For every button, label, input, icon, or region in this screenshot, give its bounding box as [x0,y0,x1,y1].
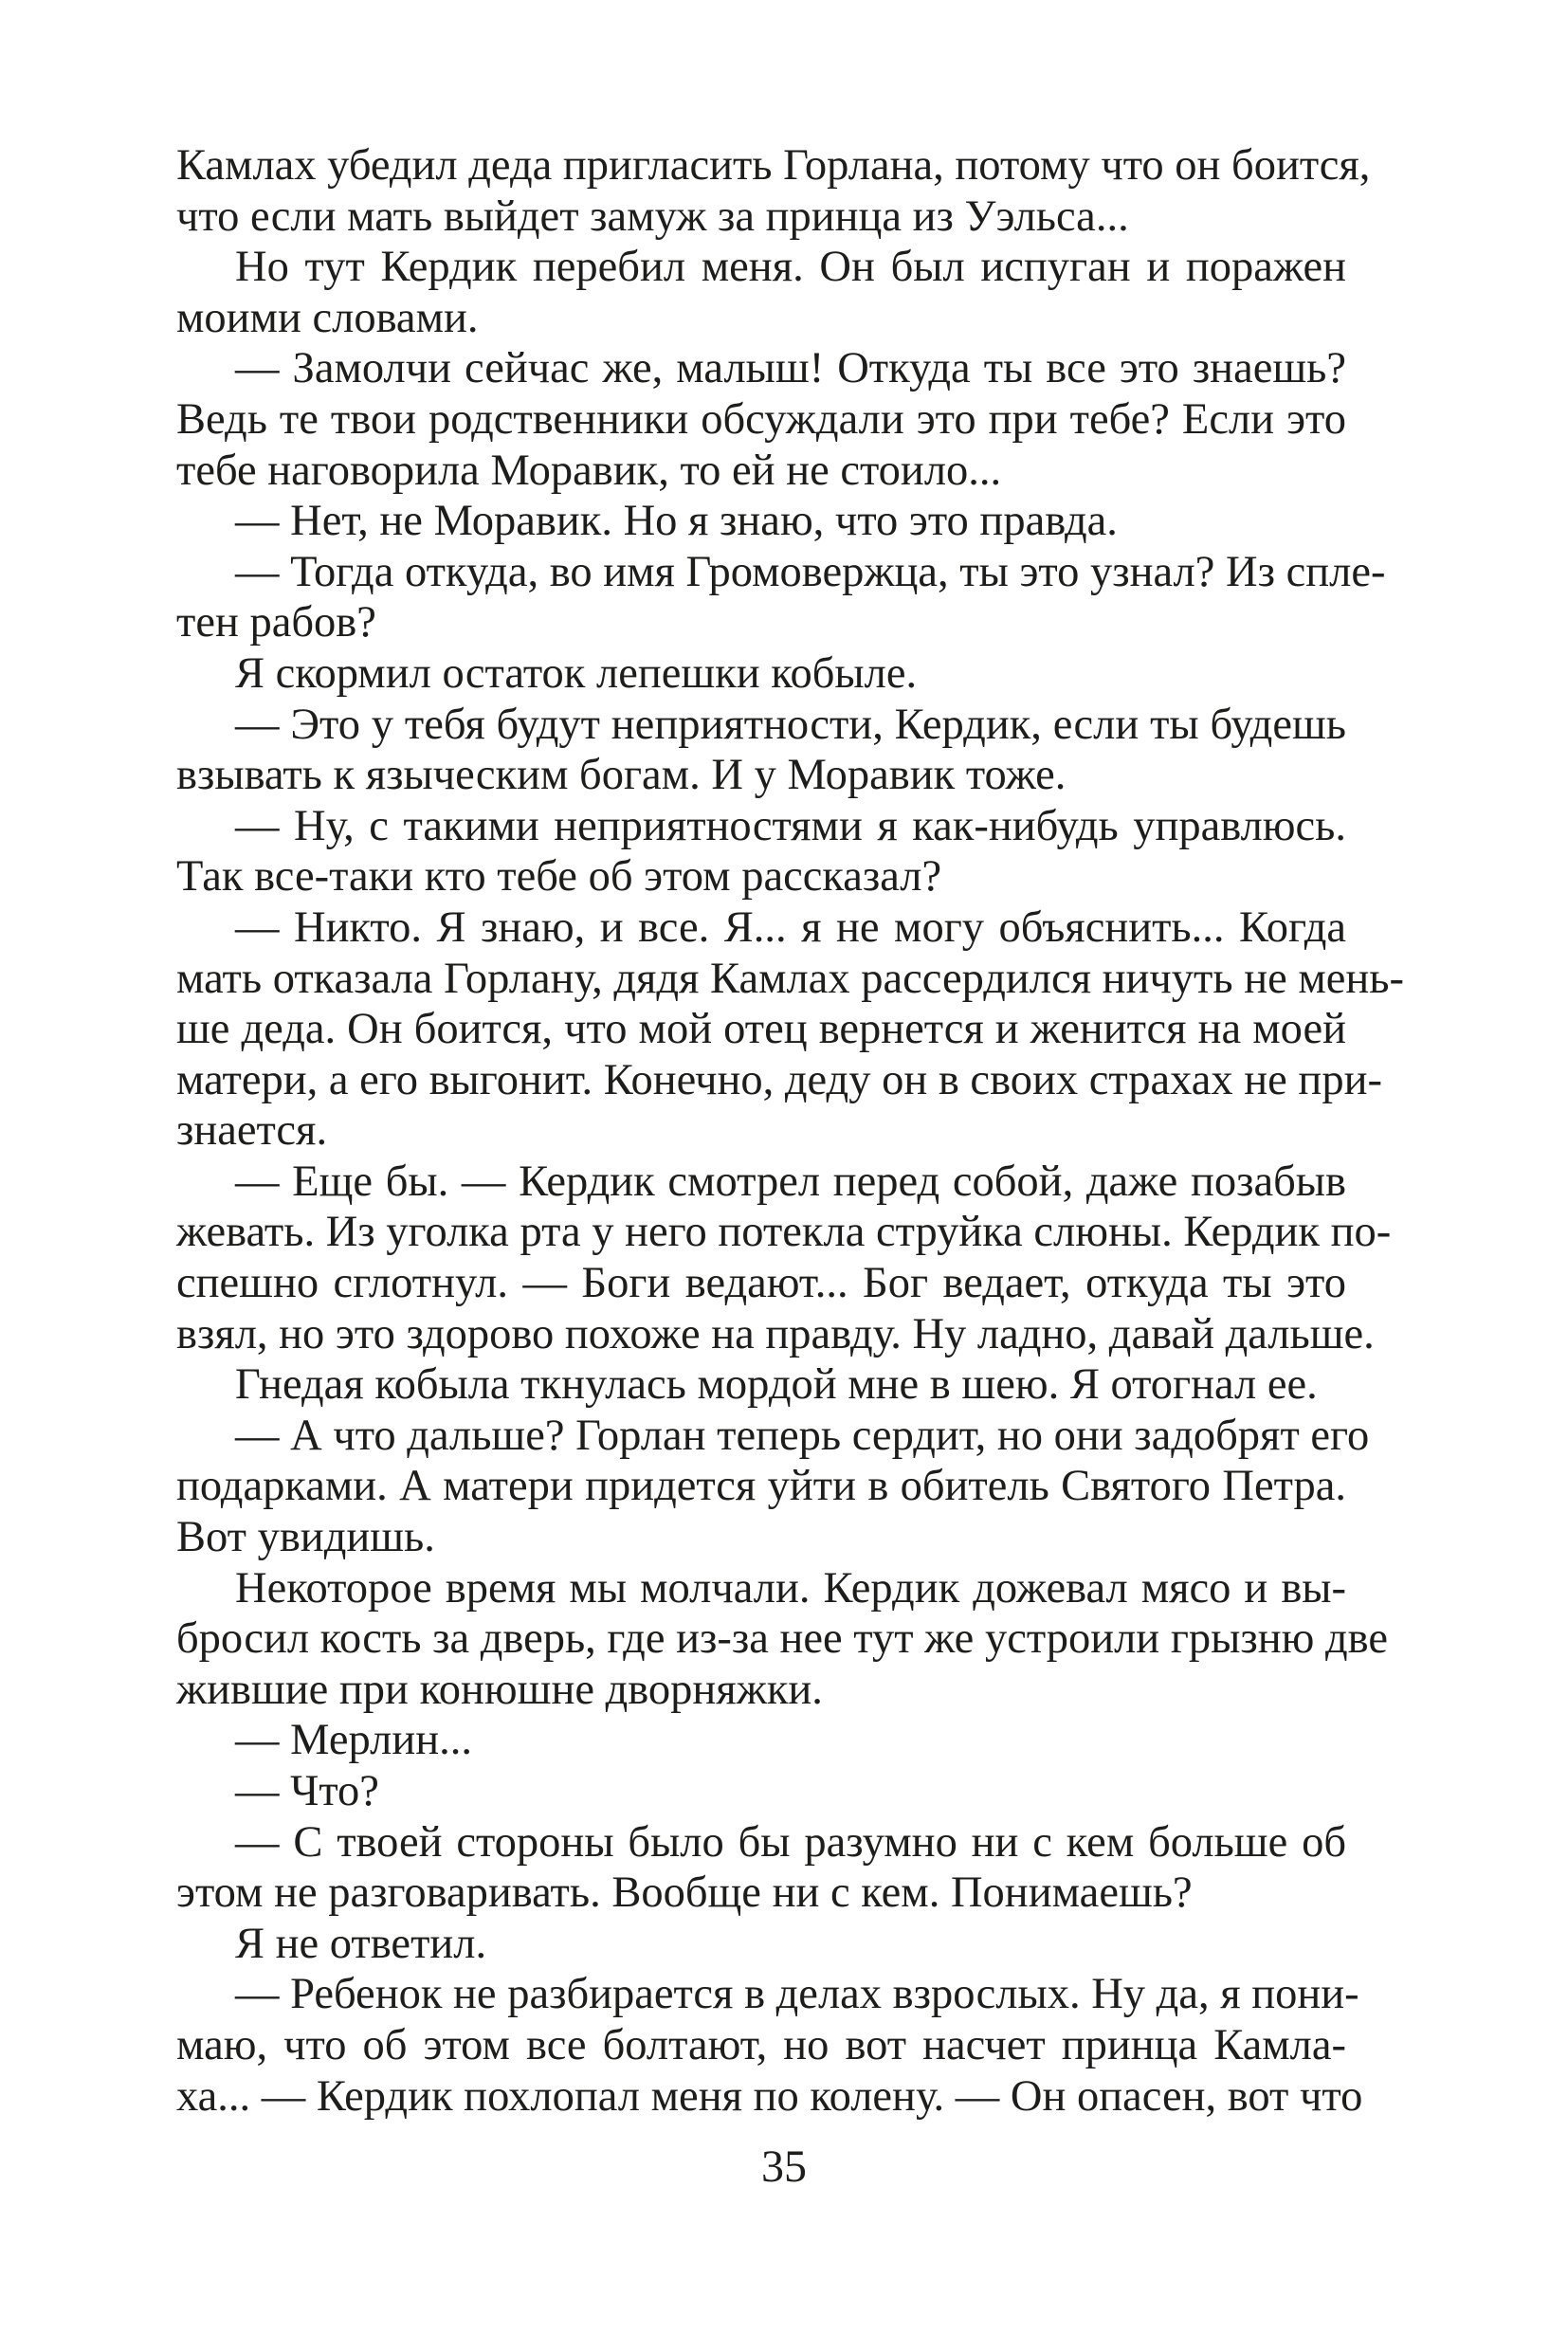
text-line: моими словами. [176,293,479,342]
text-line: — Это у тебя будут неприятности, Кердик, если ты будешь [235,700,1346,749]
text-line: мать отказала Горлану, дядя Камлах рассердился ничуть не мень- [176,954,1404,1003]
text-line: жившие при конюшне дворняжки. [176,1665,823,1714]
text-line: Камлах убедил деда пригласить Горлана, потому что он боится, [176,141,1371,190]
text-line: спешно сглотнул. — Боги ведают... Бог ведает, откуда ты это [176,1259,1346,1308]
text-line: — А что дальше? Горлан теперь сердит, но они задобрят его [235,1411,1370,1460]
text-line: Вот увидишь. [176,1513,435,1562]
text-line: — Мерлин... [235,1716,472,1765]
text-line: взывать к языческим богам. И у Моравик тоже. [176,751,1067,800]
text-line: Ведь те твои родственники обсуждали это при тебе? Если это [176,394,1346,444]
text-line: бросил кость за дверь, где из-за нее тут же устроили грызню две [176,1614,1388,1664]
text-line: этом не разговаривать. Вообще ни с кем. Понимаешь? [176,1868,1193,1918]
text-line: маю, что об этом все болтают, но вот насчет принца Камла- [176,2020,1346,2069]
text-line: — Что? [235,1767,379,1815]
text-line: — Нет, не Моравик. Но я знаю, что это правда. [235,497,1118,546]
text-line: Я скормил остаток лепешки кобыле. [235,648,918,698]
text-line: что если мать выйдет замуж за принца из Уэльса... [176,191,1129,241]
body-text [176,140,1404,2122]
text-line: — Тогда откуда, во имя Громовержца, ты это узнал? Из спле- [235,547,1386,596]
text-line: жевать. Из уголка рта у него потекла струйка слюны. Кердик по- [176,1208,1392,1257]
text-line: ше деда. Он боится, что мой отец вернется и женится на моей [176,1005,1346,1054]
text-line: — Ребенок не разбирается в делах взрослых. Ну да, я пони- [235,1970,1359,2019]
text-line: ха... — Кердик похлопал меня по колену. — Он опасен, вот что [176,2071,1363,2121]
text-line: Я не ответил. [235,1919,487,1968]
text-line: Некоторое время мы молчали. Кердик дожевал мясо и вы- [235,1563,1346,1613]
text-line: Гнедая кобыла ткнулась мордой мне в шею. Я отогнал ее. [235,1360,1318,1410]
text-line: — Ну, с такими неприятностями я как-нибудь управлюсь. [235,801,1346,850]
text-line: — Замолчи сейчас же, малыш! Откуда ты все это знаешь? [235,344,1346,393]
text-line: тебе наговорила Моравик, то ей не стоило... [176,446,1002,495]
text-line: матери, а его выгонит. Конечно, деду он в своих страхах не при- [176,1055,1382,1104]
text-line: Так все-таки кто тебе об этом рассказал? [176,852,942,902]
text-line: знается. [176,1106,328,1156]
text-line: тен рабов? [176,598,376,647]
text-line: — С твоей стороны было бы разумно ни с кем больше об [235,1817,1346,1867]
text-line: Но тут Кердик перебил меня. Он был испуган и поражен [235,243,1346,292]
text-line: — Еще бы. — Кердик смотрел перед собой, даже позабыв [235,1157,1346,1206]
text-line: — Никто. Я знаю, и все. Я... я не могу объяснить... Когда [235,902,1346,952]
text-line: подарками. А матери придется уйти в обитель Святого Петра. [176,1462,1346,1511]
page-number: 35 [761,2141,807,2192]
text-line: взял, но это здорово похоже на правду. Ну ладно, давай дальше. [176,1309,1375,1358]
